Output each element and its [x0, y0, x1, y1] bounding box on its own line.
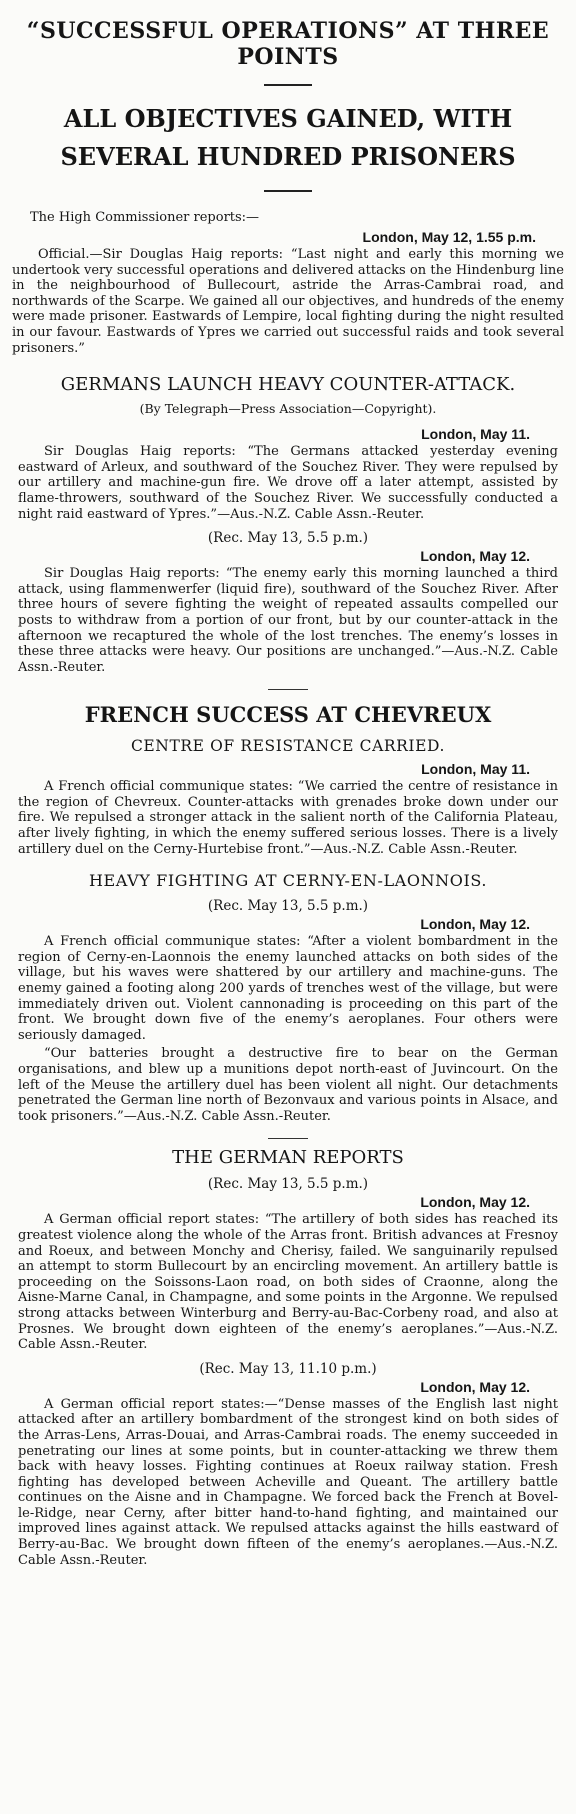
section-subheading: CENTRE OF RESISTANCE CARRIED. [130, 737, 446, 756]
section-heading: FRENCH SUCCESS AT CHEVREUX [84, 702, 492, 728]
dateline: London, May 12, 1.55 p.m. [362, 229, 536, 245]
headline-divider [264, 84, 312, 86]
received-line: (Rec. May 13, 5.5 p.m.) [207, 1176, 369, 1193]
dateline: London, May 12. [420, 1378, 530, 1395]
article-paragraph: Sir Douglas Haig reports: “The enemy early this morning launched a third attack, using flammenwerfer (liquid fire), southward of the Souchez River. After three hours of severe fighting the weight of repeated assaults compelled our posts to withdraw from a portion of our front, but by our counter-attack in the afternoon we recaptured the whole of the lost trenches. The enemy’s losses in these three attacks were heavy. Our positions are unchanged.”—Aus.-N.Z. Cable Assn.-Reuter. [18, 566, 558, 675]
article-paragraph: A German official report states:—“Dense masses of the English last night attacked after an artillery bombardment of the strongest kind on both sides of the Arras-Lens, Arras-Douai, and Arras-Cambrai roads. The enemy succeeded in penetrating our lines at some points, but in counter-attacking we threw them back with heavy losses. Fighting continues at Roeux railway station. Fresh fighting has developed between Acheville and Queant. The artillery battle continues on the Aisne and in Champagne. We forced back the French at Bovel-le-Ridge, near Cerny, after bitter hand-to-hand fighting, and maintained our improved lines against attack. We repulsed attacks against the hills eastward of Berry-au-Bac. We brought down fifteen of the enemy’s aeroplanes.—Aus.-N.Z. Cable Assn.-Reuter. [18, 1396, 558, 1568]
subheadline-divider [264, 190, 312, 192]
article-paragraph: Sir Douglas Haig reports: “The Germans attacked yesterday evening eastward of Arleux, and southward of the Souchez River. They were repulsed by our artillery and machine-gun fire. We drove off a later attempt, assisted by flame-throwers, southward of the Souchez River. We successfully conducted a night raid eastward of Ypres.”—Aus.-N.Z. Cable Assn.-Reuter. [18, 444, 558, 522]
received-line: (Rec. May 13, 5.5 p.m.) [207, 898, 369, 915]
article-paragraph: A German official report states: “The artillery of both sides has reached its greatest violence along the whole of the Arras front. British advances at Fresnoy and Roeux, and between Monchy and Cherisy, failed. We sanguinarily repulsed an attempt to storm Bullecourt by an encircling movement. An artillery battle is proceeding on the Soissons-Laon road, on both sides of Craonne, along the Aisne-Marne Canal, in Champagne, and some points in the Argonne. We repulsed strong attacks between Winterburg and Berry-au-Bac-Corbeny road, and also at Prosnes. We brought down eighteen of the enemy’s aeroplanes.”—Aus.-N.Z. Cable Assn.-Reuter. [18, 1212, 558, 1353]
section-divider [268, 1138, 308, 1139]
article-paragraph: “Our batteries brought a destructive fire to bear on the German organisations, and blew up a munitions depot north-east of Juvincourt. On the left of the Meuse the artillery duel has been violent all night. Our detachments penetrated the German line north of Bezonvaux and various points in Alsace, and took prisoners.”—Aus.-N.Z. Cable Assn.-Reuter. [18, 1046, 558, 1124]
section-heading: THE GERMAN REPORTS [172, 1147, 404, 1169]
dateline: London, May 12. [420, 916, 530, 933]
article-paragraph: A French official communique states: “We carried the centre of resistance in the region of Chevreux. Counter-attacks with grenades broke down under our fire. We repulsed a stronger attack in the salient north of the California Plateau, after lively fighting, in which the enemy suffered serious losses. There is a lively artillery duel on the Cerny-Hurtebise front.”—Aus.-N.Z. Cable Assn.-Reuter. [18, 779, 558, 857]
received-line: (Rec. May 13, 11.10 p.m.) [199, 1360, 377, 1377]
dateline: London, May 11. [421, 761, 530, 778]
main-headline: “SUCCESSFUL OPERATIONS” AT THREE POINTS [26, 18, 550, 70]
section-heading: GERMANS LAUNCH HEAVY COUNTER-ATTACK. [60, 374, 516, 396]
section-divider [268, 689, 308, 690]
subheadline: ALL OBJECTIVES GAINED, WITH SEVERAL HUNDRED PRISONERS [60, 104, 516, 171]
dateline: London, May 12. [420, 1194, 530, 1211]
intro-line: The High Commissioner reports:— [30, 210, 260, 225]
dateline: London, May 11. [421, 426, 530, 443]
article-paragraph: Official.—Sir Douglas Haig reports: “Last night and early this morning we undertook very successful operations and delivered attacks on the Hindenburg line in the neighbourhood of Bullecourt, astride the Arras-Cambrai road, and northwards of the Scarpe. We gained all our objectives, and hundreds of the enemy were made prisoner. Eastwards of Lempire, local fighting during the night resulted in our favour. Eastwards of Ypres we carried out successful raids and took several prisoners.” [12, 247, 564, 356]
section-german [0, 1147, 576, 1568]
section-counter-attack [0, 374, 576, 675]
received-line: (Rec. May 13, 5.5 p.m.) [207, 530, 369, 547]
section-french [0, 702, 576, 857]
credit-line: (By Telegraph—Press Association—Copyright). [139, 401, 437, 417]
dateline: London, May 12. [420, 548, 530, 565]
section-cerny [0, 871, 576, 1124]
article-paragraph: A French official communique states: “After a violent bombardment in the region of Cerny-en-Laonnois the enemy launched attacks on both sides of the village, but his waves were shattered by our artillery and machine-guns. The enemy gained a footing along 200 yards of trenches west of the village, but were immediately driven out. Violent cannonading is proceeding on this part of the front. We brought down five of the enemy’s aeroplanes. Four others were seriously damaged. [18, 934, 558, 1043]
section-heading: HEAVY FIGHTING AT CERNY-EN-LAONNOIS. [88, 871, 488, 891]
